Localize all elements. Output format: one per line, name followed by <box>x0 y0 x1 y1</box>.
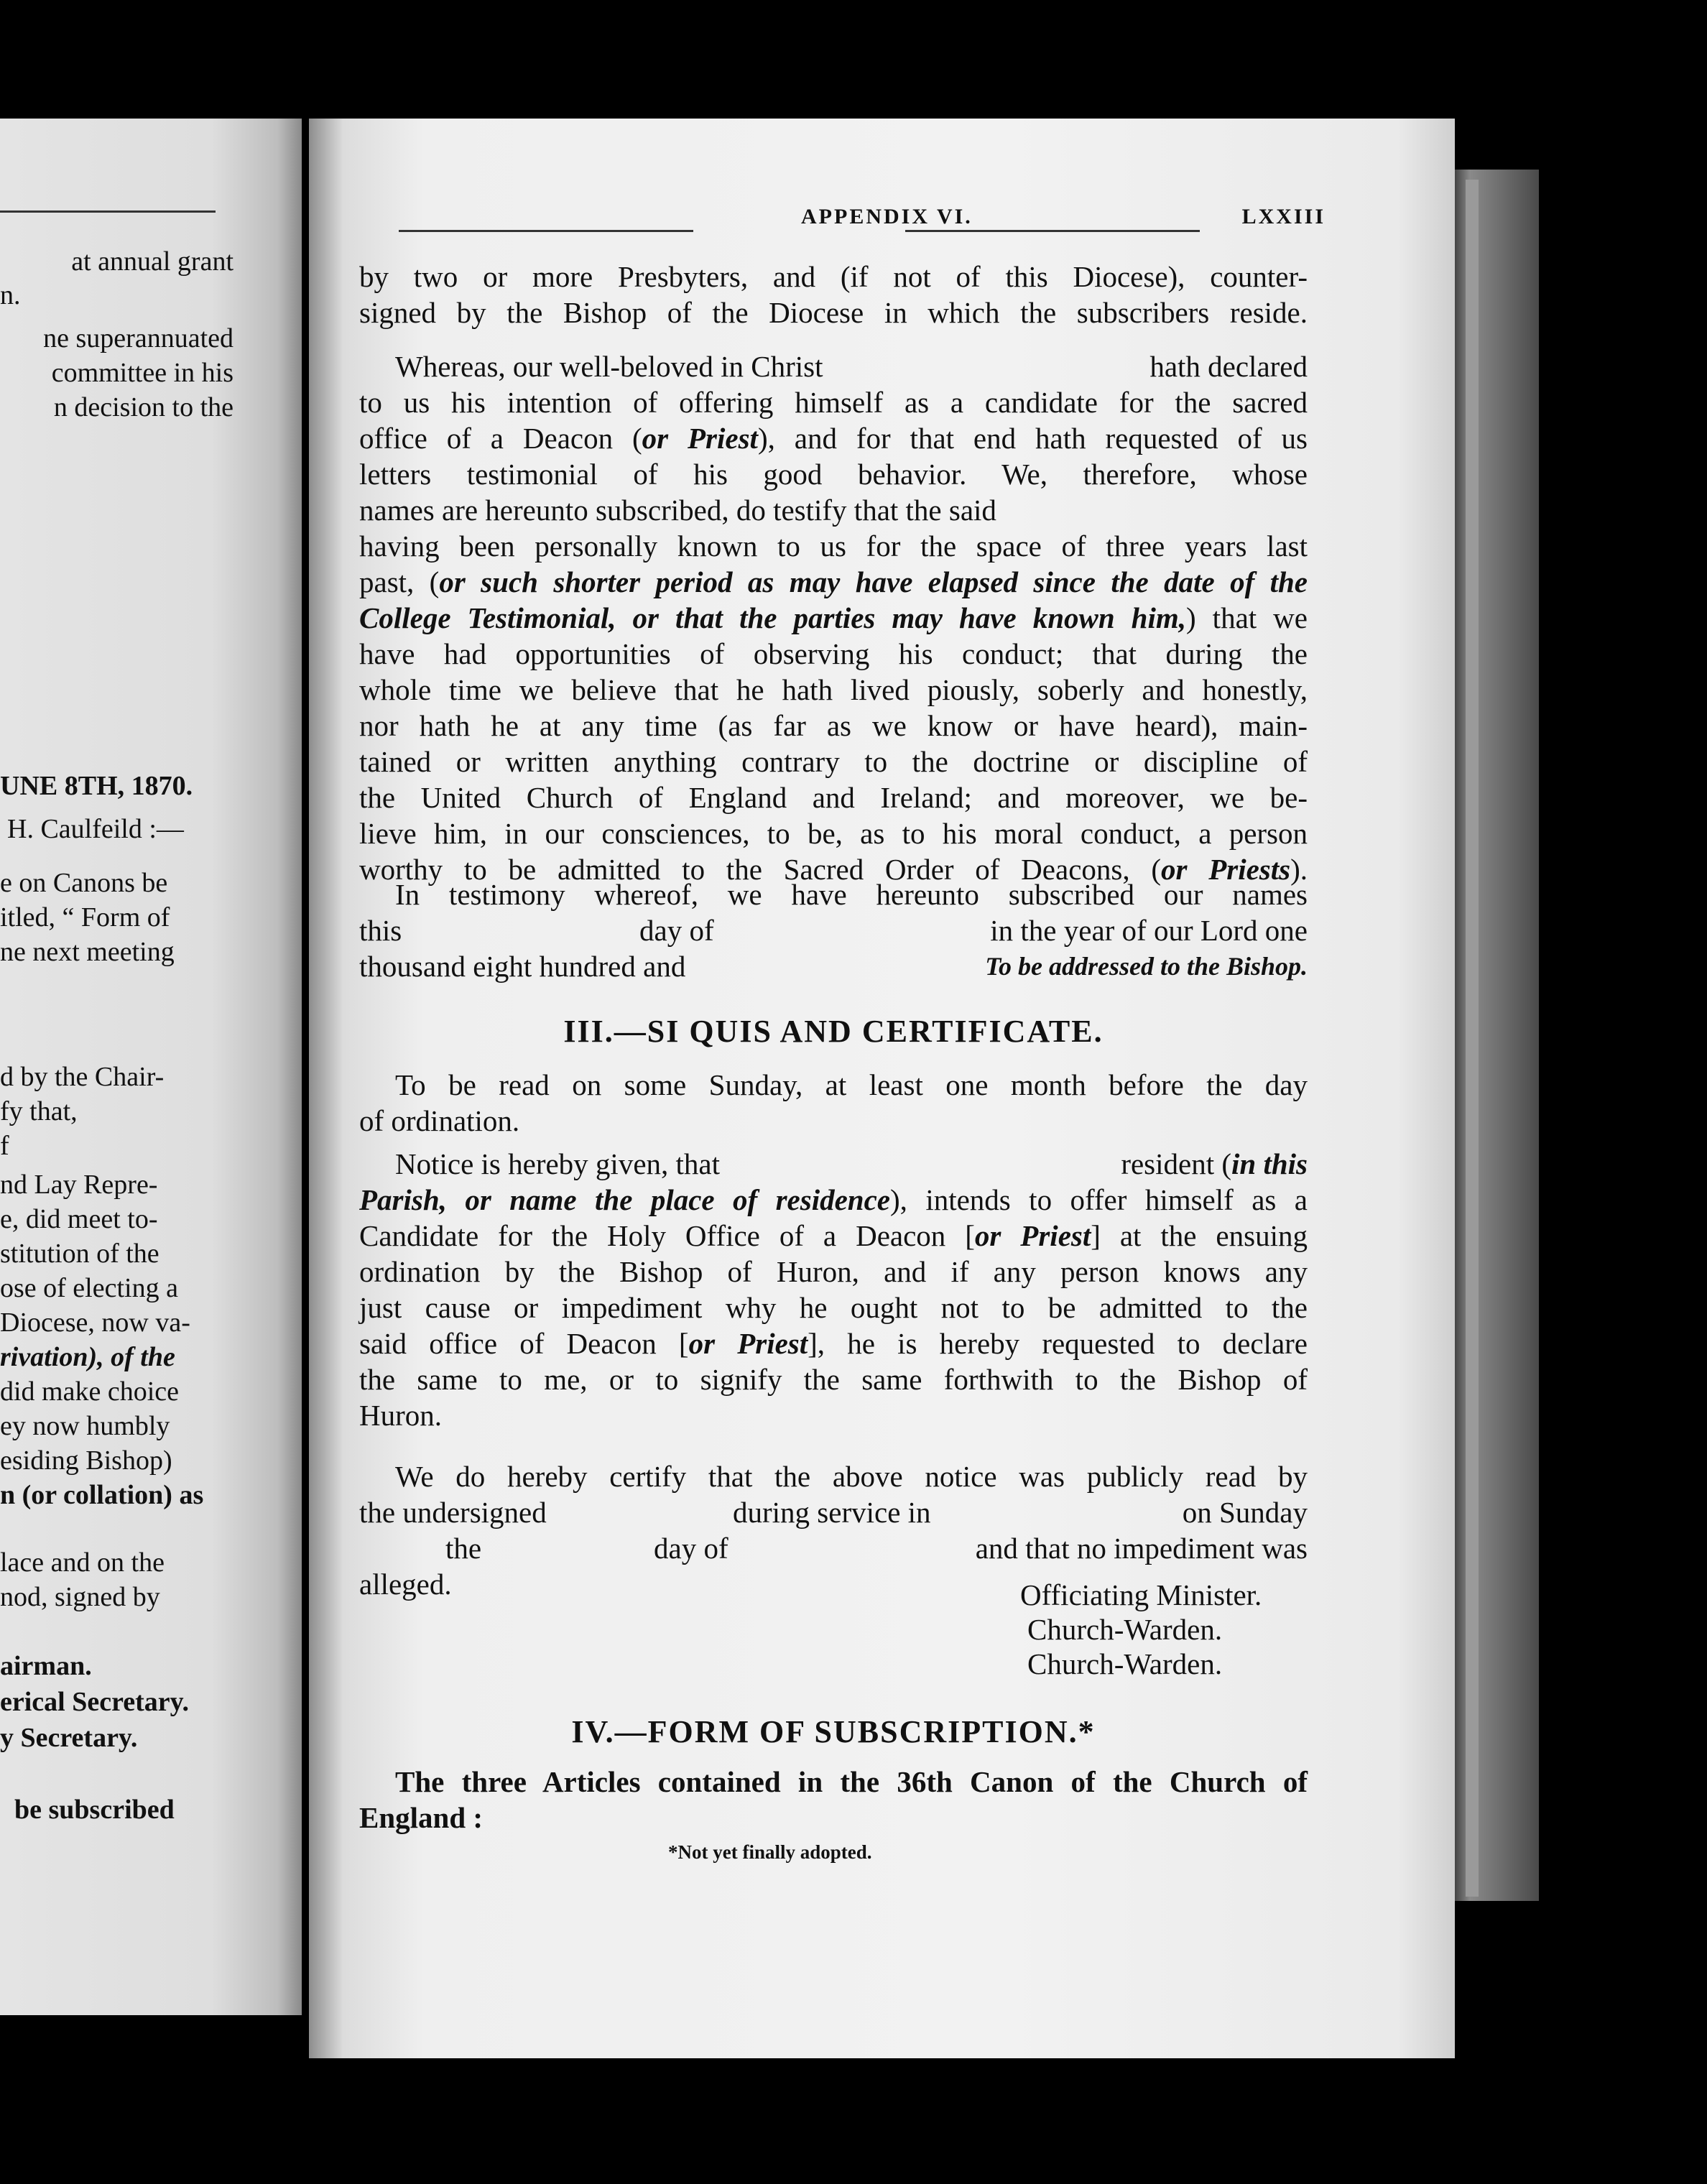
text-line: letters testimonial of his good behavior. We, therefore, whose <box>359 458 1308 491</box>
text-line <box>359 1146 1308 1182</box>
left-page-rule <box>0 210 216 213</box>
text-line <box>359 600 1308 636</box>
left-line: e on Canons be <box>0 868 168 898</box>
left-line: H. Caulfeild :— <box>7 814 184 844</box>
left-line: ne next meeting <box>0 937 175 967</box>
text-line: We do hereby certify that the above notice was publicly read by <box>395 1460 1308 1493</box>
text-line: In testimony whereof, we have hereunto subscribed our names <box>395 878 1308 911</box>
text-run: hath declared <box>1149 350 1308 383</box>
paragraph-whereas <box>359 348 1308 887</box>
text-run: day of <box>654 1532 728 1565</box>
text-line: signed by the Bishop of the Diocese in which the subscribers reside. <box>359 296 1308 329</box>
left-line: ose of electing a <box>0 1273 178 1303</box>
text-line <box>359 564 1308 600</box>
text-run: the <box>445 1532 482 1565</box>
left-line: lace and on the <box>0 1547 165 1578</box>
text-run: ] at the ensuing <box>1091 1219 1308 1252</box>
footnote: *Not yet finally adopted. <box>668 1841 872 1863</box>
text-line: just cause or impediment why he ought not to be admitted to the <box>359 1291 1308 1324</box>
text-line: by two or more Presbyters, and (if not of this Diocese), counter- <box>359 260 1308 293</box>
signature-church-warden: Church-Warden. <box>1027 1613 1223 1646</box>
text-line: of ordination. <box>359 1104 520 1137</box>
text-line <box>359 420 1308 456</box>
italic-run: in this <box>1231 1147 1308 1180</box>
running-title: APPENDIX VI. <box>801 205 973 228</box>
left-line: committee in his <box>51 358 233 388</box>
text-line: having been personally known to us for the space of three years last <box>359 529 1308 563</box>
left-line: ne superannuated <box>43 323 233 353</box>
text-line: to us his intention of offering himself as a candidate for the sacred <box>359 386 1308 419</box>
text-run: in the year of our Lord one <box>990 914 1308 947</box>
header-rule-left <box>399 230 693 232</box>
left-line: UNE 8TH, 1870. <box>0 771 193 801</box>
text-run: Whereas, our well-beloved in Christ <box>395 350 823 383</box>
text-run: resident ( <box>1121 1147 1232 1180</box>
section-heading-iii: III.—SI QUIS AND CERTIFICATE. <box>563 1014 1104 1049</box>
left-line: stitution of the <box>0 1239 159 1269</box>
text-run: said office of Deacon [ <box>359 1327 689 1360</box>
text-line <box>359 1530 1308 1566</box>
left-line: did make choice <box>0 1376 180 1407</box>
italic-run: or Priest <box>642 422 758 455</box>
paragraph-testimony <box>359 876 1308 984</box>
text-run: worthy to be admitted to the Sacred Order of Deacons, ( <box>359 853 1161 886</box>
text-line <box>359 948 1308 984</box>
italic-run: or Priest <box>974 1219 1091 1252</box>
text-run: during service in <box>733 1496 931 1529</box>
italic-run: College Testimonial, or that the parties may have known him, <box>359 601 1187 634</box>
left-line: d by the Chair- <box>0 1062 165 1092</box>
left-line: fy that, <box>0 1096 78 1126</box>
left-line: airman. <box>0 1651 92 1681</box>
section-heading-iv: IV.—FORM OF SUBSCRIPTION.* <box>571 1714 1096 1749</box>
left-line: itled, “ Form of <box>0 902 170 933</box>
page-number: LXXIII <box>1241 205 1326 228</box>
text-line: To be read on some Sunday, at least one month before the day <box>395 1068 1308 1101</box>
left-line: f <box>0 1131 9 1161</box>
left-line: nod, signed by <box>0 1582 160 1612</box>
italic-run: or Priests <box>1161 853 1291 886</box>
italic-run: or Priest <box>688 1327 808 1360</box>
left-line: n (or collation) as <box>0 1480 204 1510</box>
right-page <box>309 119 1455 2058</box>
left-line: e, did meet to- <box>0 1204 158 1234</box>
left-line: be subscribed <box>14 1795 175 1825</box>
text-run: ). <box>1290 853 1308 886</box>
book-edge-highlight <box>1466 180 1479 1897</box>
left-line: nd Lay Repre- <box>0 1170 158 1200</box>
left-line: n. <box>0 280 21 310</box>
text-line: tained or written anything contrary to the doctrine or discipline of <box>359 745 1308 778</box>
signature-officiating-minister: Officiating Minister. <box>1020 1578 1262 1611</box>
italic-run: or such shorter period as may have elapsed since the date of the <box>439 565 1308 598</box>
text-line <box>359 1325 1308 1361</box>
text-run: ], he is hereby requested to declare <box>808 1327 1308 1360</box>
text-line: England : <box>359 1801 484 1834</box>
text-line: The three Articles contained in the 36th Canon of the Church of <box>395 1765 1308 1798</box>
text-run: on Sunday <box>1182 1496 1308 1529</box>
left-line: ey now humbly <box>0 1411 170 1441</box>
text-line <box>359 1218 1308 1254</box>
text-run: past, ( <box>359 565 440 598</box>
text-line <box>359 912 1308 948</box>
text-run: ), and for that end hath requested of us <box>757 422 1308 455</box>
text-line: have had opportunities of observing his conduct; that during the <box>359 637 1308 670</box>
text-run: the undersigned <box>359 1496 547 1529</box>
text-run: Notice is hereby given, that <box>395 1147 721 1180</box>
text-run: Candidate for the Holy Office of a Deacon [ <box>359 1219 975 1252</box>
left-line: at annual grant <box>71 246 233 277</box>
italic-run: Parish, or name the place of residence <box>359 1183 890 1216</box>
paragraph-notice <box>359 1146 1308 1433</box>
text-line <box>359 348 1308 384</box>
paragraph-three-articles <box>359 1764 1308 1836</box>
text-line: ordination by the Bishop of Huron, and if any person knows any <box>359 1255 1308 1288</box>
text-line: whole time we believe that he hath lived piously, soberly and honestly, <box>359 673 1308 706</box>
text-run: office of a Deacon ( <box>359 422 642 455</box>
left-line: y Secretary. <box>0 1723 138 1753</box>
left-line: Diocese, now va- <box>0 1308 190 1338</box>
paragraph-read-on-sunday <box>359 1067 1308 1139</box>
text-line: Huron. <box>359 1399 443 1432</box>
left-page <box>0 119 302 2015</box>
text-line: nor hath he at any time (as far as we know or have heard), main- <box>359 709 1308 742</box>
text-run: this <box>359 914 402 947</box>
text-line: the United Church of England and Ireland; and moreover, we be- <box>359 781 1308 814</box>
italic-run: To be addressed to the Bishop. <box>985 952 1308 981</box>
signature-church-warden: Church-Warden. <box>1027 1647 1223 1680</box>
text-line: the same to me, or to signify the same forthwith to the Bishop of <box>359 1363 1308 1396</box>
text-run: and that no impediment was <box>975 1532 1308 1565</box>
left-line: erical Secretary. <box>0 1687 190 1717</box>
text-line: lieve him, in our consciences, to be, as to his moral conduct, a person <box>359 817 1308 850</box>
text-line: names are hereunto subscribed, do testify that the said <box>359 494 996 527</box>
left-line: esiding Bishop) <box>0 1445 172 1476</box>
text-line <box>359 1182 1308 1218</box>
text-run: ) that we <box>1186 601 1308 634</box>
left-line: n decision to the <box>53 392 233 422</box>
paragraph-intro <box>359 259 1308 330</box>
text-run: day of <box>639 914 714 947</box>
header-rule-right <box>905 230 1200 232</box>
text-line <box>359 1494 1308 1530</box>
left-line: rivation), of the <box>0 1342 175 1372</box>
text-line: alleged. <box>359 1568 452 1601</box>
text-run: ), intends to offer himself as a <box>890 1183 1308 1216</box>
running-header <box>399 205 1326 241</box>
text-run: thousand eight hundred and <box>359 950 686 983</box>
